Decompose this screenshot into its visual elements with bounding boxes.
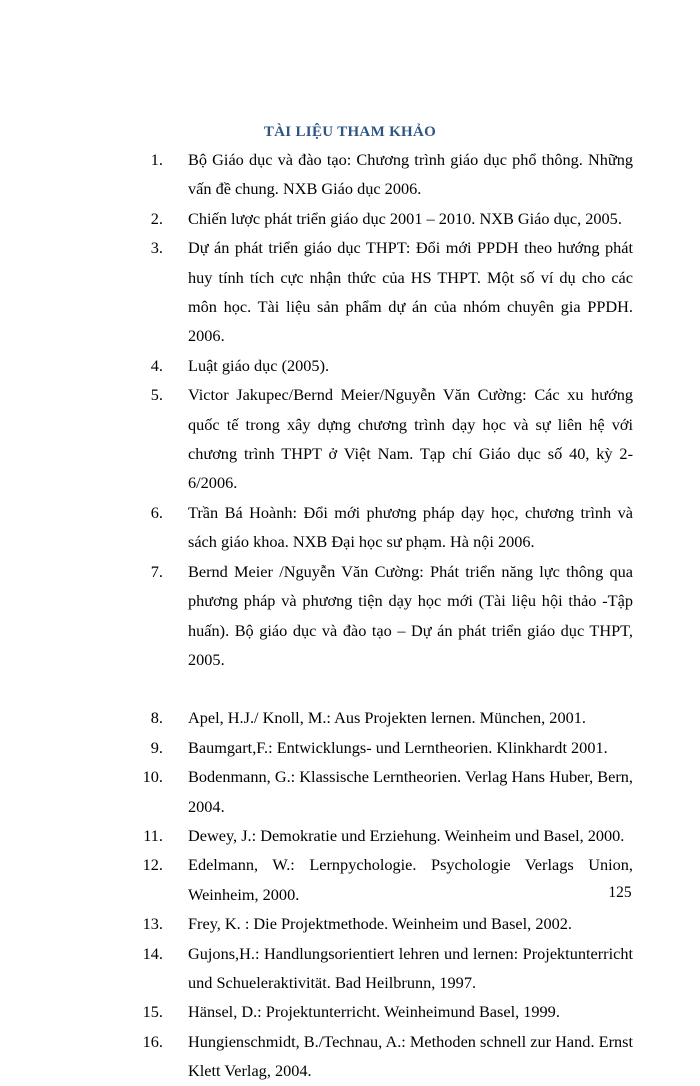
reference-text: Bộ Giáo dục và đào tạo: Chương trình giáo dục phổ thông. Những vấn đề chung. NXB Giáo dục 2006. [188,150,633,199]
reference-number: 16. [142,1031,163,1051]
reference-entry [135,939,633,998]
reference-text: Dewey, J.: Demokratie und Erziehung. Weinheim und Basel, 2000. [188,825,625,845]
reference-text: Luật giáo dục (2005). [188,355,330,375]
reference-entry [135,909,633,938]
reference-text: Frey, K. : Die Projektmethode. Weinheim und Basel, 2002. [188,914,572,934]
reference-number: 11. [143,825,163,845]
reference-number: 12. [142,855,163,875]
reference-entry [135,351,633,380]
reference-text: Chiến lược phát triển giáo dục 2001 – 2010. NXB Giáo dục, 2005. [188,208,622,228]
reference-number: 3. [150,238,163,258]
reference-entry [135,145,633,204]
reference-entry [135,821,633,850]
reference-number: 8. [150,708,163,728]
reference-text: Hungienschmidt, B./Technau, A.: Methoden schnell zur Hand. Ernst Klett Verlag, 2004. [188,1031,633,1081]
reference-number: 13. [142,914,163,934]
reference-text: Gujons,H.: Handlungsorientiert lehren und lernen: Projektunterricht und Schueleraktivität. Bad Heilbrunn, 1997. [188,943,633,992]
reference-number: 14. [142,943,163,963]
reference-entry [135,380,633,498]
reference-number: 2. [150,208,163,228]
page-number-value: 125 [608,884,632,901]
reference-text: Edelmann, W.: Lernpychologie. Psychologie Verlags Union, Weinheim, 2000. [188,855,633,904]
reference-number: 5. [150,385,163,405]
reference-entry [135,762,633,821]
page-title: TÀI LIỆU THAM KHẢO [263,124,437,140]
reference-number: 1. [150,150,163,169]
reference-number: 6. [150,502,163,522]
reference-entry [135,498,633,557]
reference-entry [135,1027,633,1086]
reference-entry [135,703,633,732]
reference-entry [135,204,633,233]
reference-entry [135,997,633,1026]
reference-number: 7. [150,561,163,581]
reference-text: Trần Bá Hoành: Đổi mới phương pháp dạy học, chương trình và sách giáo khoa. NXB Đại học sư phạm. Hà nội 2006. [188,502,633,552]
reference-text: Dự án phát triển giáo dục THPT: Đổi mới PPDH theo hướng phát huy tính tích cực nhận thức của HS THPT. Một số ví dụ cho các môn học. Tài liệu sản phẩm dự án của nhóm chuyên gia PPDH. 2006. [188,238,633,346]
reference-number: 10. [142,767,163,787]
reference-number: 15. [142,1002,163,1022]
reference-text: Apel, H.J./ Knoll, M.: Aus Projekten lernen. München, 2001. [188,708,586,728]
reference-entry [135,733,633,762]
reference-entry [135,557,633,675]
reference-number: 4. [150,355,163,375]
reference-text: Baumgart,F.: Entwicklungs- und Lerntheorien. Klinkhardt 2001. [188,737,608,757]
reference-text: Hänsel, D.: Projektunterricht. Weinheimund Basel, 1999. [188,1002,560,1022]
reference-entry [135,233,633,351]
page-number [0,884,700,902]
reference-text: Bernd Meier /Nguyễn Văn Cường: Phát triển năng lực thông qua phương pháp và phương tiện dạy học mới (Tài liệu hội thảo -Tập huấn). Bộ giáo dục và đào tạo – Dự án phát triển giáo dục THPT, 2005. [188,561,633,669]
reference-text: Bodenmann, G.: Klassische Lerntheorien. Verlag Hans Huber, Bern, 2004. [188,767,633,816]
reference-number: 9. [150,737,163,757]
section-spacer [135,674,633,703]
reference-text: Victor Jakupec/Bernd Meier/Nguyễn Văn Cường: Các xu hướng quốc tế trong xây dựng chương trình dạy học và sự liên hệ với chương trình THPT ở Việt Nam. Tạp chí Giáo dục số 40, kỳ 2-6/2006. [188,385,633,493]
reference-list [135,145,633,1086]
